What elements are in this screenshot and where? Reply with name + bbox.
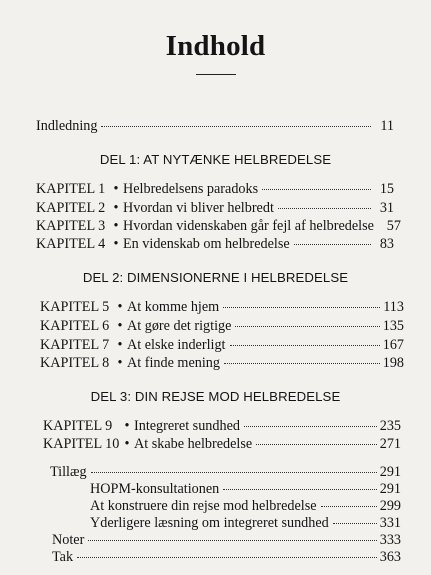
dot-leader [321,505,377,507]
toc-entry-intro [36,118,394,135]
toc-entry [40,337,404,354]
chapter-label: KAPITEL 2 [36,200,106,216]
chapter-title: At finde mening [127,355,220,371]
dot-leader [235,325,379,327]
bullet-icon: • [117,355,123,371]
dot-leader [101,125,371,127]
toc-entry [36,236,394,253]
entry-page: 57 [386,218,401,234]
chapter-title: At gøre det rigtige [127,318,232,334]
chapter-label: KAPITEL 7 [40,337,110,353]
entry-page: 15 [379,181,394,197]
entry-label: Tak [52,549,74,565]
toc-subentry [90,481,401,498]
entry-label: Indledning [36,118,98,134]
section-heading-3: DEL 3: DIN REJSE MOD HELBREDELSE [90,389,341,404]
entry-page: 291 [379,481,401,497]
entry-page: 135 [382,318,404,334]
chapter-title: En videnskab om helbredelse [123,236,290,252]
toc-entry [40,299,404,316]
toc-entry [43,436,401,453]
dot-leader [223,488,376,490]
section-heading-1: DEL 1: AT NYTÆNKE HELBREDELSE [99,152,332,167]
bullet-icon: • [113,200,119,216]
dot-leader [223,306,380,308]
dot-leader [88,539,376,541]
section-heading-2: DEL 2: DIMENSIONERNE I HELBREDELSE [82,270,349,285]
entry-page: 271 [379,436,401,452]
bullet-icon: • [117,299,123,315]
chapter-title: At komme hjem [127,299,220,315]
dot-leader [278,207,371,209]
chapter-label: KAPITEL 5 [40,299,110,315]
toc-entry [40,318,404,335]
bullet-icon: • [113,236,119,252]
toc-entry-notes [52,532,401,549]
bullet-icon: • [117,318,123,334]
entry-label: HOPM-konsultationen [90,481,220,497]
chapter-title: At elske inderligt [127,337,226,353]
entry-label: At konstruere din rejse mod helbredelse [90,498,317,514]
chapter-title: Integreret sundhed [134,418,240,434]
entry-page: 113 [383,299,404,315]
toc-entry-thanks [52,549,401,566]
chapter-label: KAPITEL 8 [40,355,110,371]
chapter-label: KAPITEL 3 [36,218,106,234]
entry-page: 11 [380,118,394,134]
toc-entry [36,200,394,217]
chapter-title: Hvordan videnskaben går fejl af helbredelse [123,218,374,234]
entry-page: 167 [382,337,404,353]
title-underline [196,74,236,75]
toc-entry [43,418,401,435]
toc-entry [36,181,394,198]
toc-entry [36,218,401,235]
entry-page: 331 [379,515,401,531]
entry-page: 333 [379,532,401,548]
dot-leader [256,443,377,445]
chapter-label: KAPITEL 1 [36,181,106,197]
dot-leader [224,362,380,364]
toc-subentry [90,498,401,515]
bullet-icon: • [124,418,130,434]
dot-leader [262,188,371,190]
entry-page: 31 [379,200,394,216]
chapter-title: Helbredelsens paradoks [123,181,259,197]
bullet-icon: • [113,218,119,234]
chapter-label: KAPITEL 10 [43,436,120,452]
dot-leader [333,522,377,524]
entry-page: 299 [379,498,401,514]
bullet-icon: • [117,337,123,353]
dot-leader [77,556,377,558]
page-title: Indhold [165,30,266,62]
entry-page: 291 [379,464,401,480]
dot-leader [230,344,380,346]
toc-subentry [90,515,401,532]
toc-entry [40,355,404,372]
entry-page: 198 [382,355,404,371]
chapter-label: KAPITEL 6 [40,318,110,334]
chapter-label: KAPITEL 9 [43,418,113,434]
entry-page: 235 [379,418,401,434]
dot-leader [294,243,371,245]
entry-page: 363 [379,549,401,565]
toc-entry-appendix [50,464,401,481]
dot-leader [244,425,377,427]
entry-page: 83 [379,236,394,252]
bullet-icon: • [113,181,119,197]
entry-label: Noter [52,532,85,548]
chapter-title: At skabe helbredelse [134,436,253,452]
chapter-title: Hvordan vi bliver helbredt [123,200,274,216]
dot-leader [91,471,377,473]
entry-label: Tillæg [50,464,87,480]
entry-label: Yderligere læsning om integreret sundhed [90,515,329,531]
chapter-label: KAPITEL 4 [36,236,106,252]
bullet-icon: • [124,436,130,452]
